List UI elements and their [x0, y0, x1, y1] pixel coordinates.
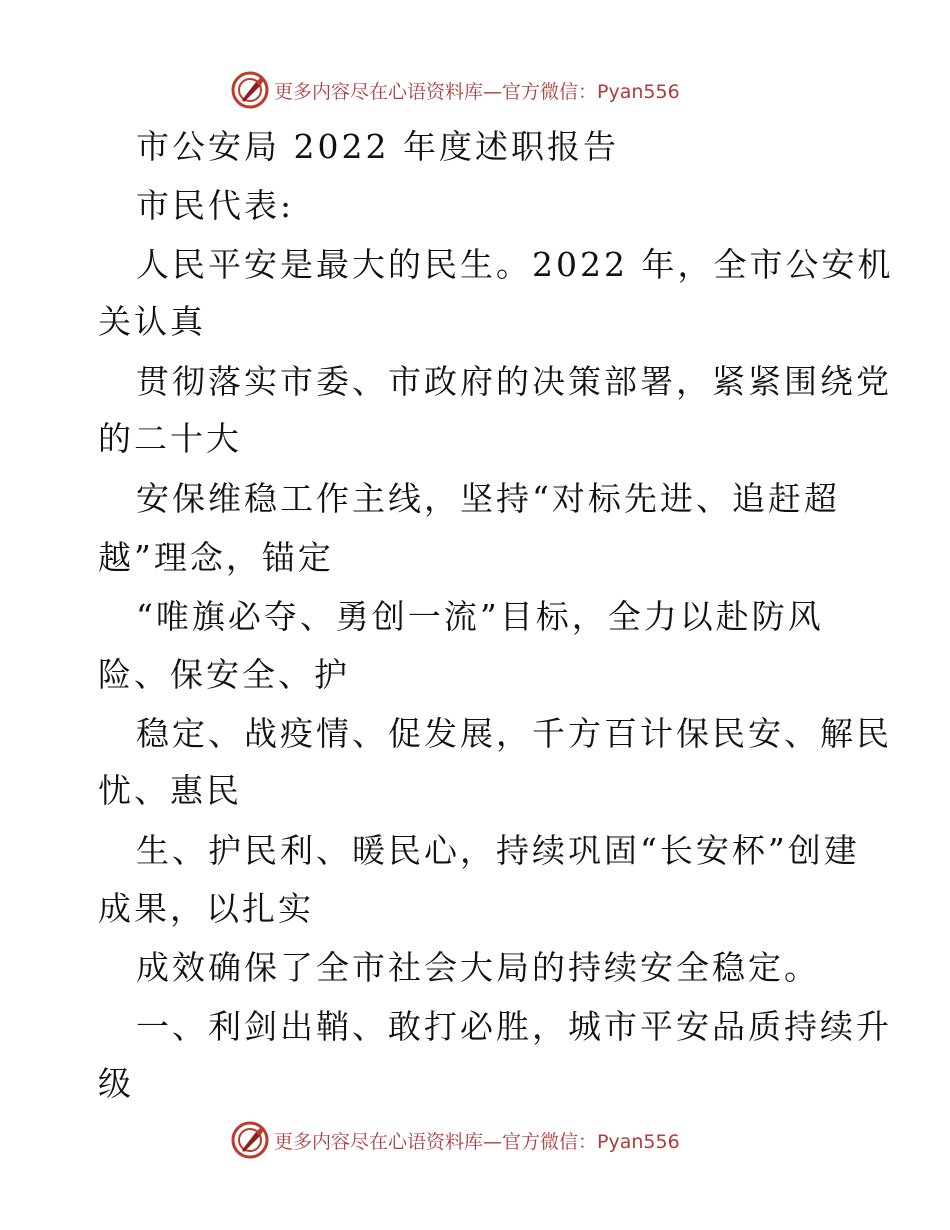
paragraph-line: 关认真 — [98, 302, 206, 341]
banner-text: 更多内容尽在心语资料库—官方微信：Pyan556 — [274, 1130, 680, 1153]
paragraph-line: 越”理念，锚定 — [98, 538, 334, 577]
banner-text: 更多内容尽在心语资料库—官方微信：Pyan556 — [274, 80, 680, 103]
paragraph-line: 成效确保了全市社会大局的持续安全稳定。 — [136, 948, 820, 987]
section-heading: 一、利剑出鞘、敢打必胜，城市平安品质持续升 — [136, 1007, 892, 1046]
footer-banner — [230, 1118, 680, 1162]
document-title: 市公安局 2022 年度述职报告 — [136, 127, 619, 166]
paragraph-line: 安保维稳工作主线，坚持“对标先进、追赶超 — [136, 479, 840, 518]
paragraph-line: 成果，以扎实 — [98, 889, 314, 928]
paragraph-line: 的二十大 — [98, 419, 242, 458]
paragraph-line: “唯旗必夺、勇创一流”目标，全力以赴防风 — [136, 597, 824, 636]
pen-nib-logo-icon — [230, 70, 270, 110]
paragraph-line: 稳定、战疫情、促发展，千方百计保民安、解民 — [136, 714, 892, 753]
paragraph-line: 贯彻落实市委、市政府的决策部署，紧紧围绕党 — [136, 362, 892, 401]
salutation: 市民代表: — [136, 186, 295, 225]
paragraph-line: 忧、惠民 — [98, 771, 242, 810]
paragraph-line: 人民平安是最大的民生。2022 年，全市公安机 — [136, 245, 894, 284]
paragraph-line: 生、护民利、暖民心，持续巩固“长安杯”创建 — [136, 831, 860, 870]
paragraph-line: 险、保安全、护 — [98, 655, 350, 694]
pen-nib-logo-icon — [230, 1120, 270, 1160]
section-heading-continued: 级 — [98, 1064, 134, 1103]
header-banner — [230, 68, 680, 112]
